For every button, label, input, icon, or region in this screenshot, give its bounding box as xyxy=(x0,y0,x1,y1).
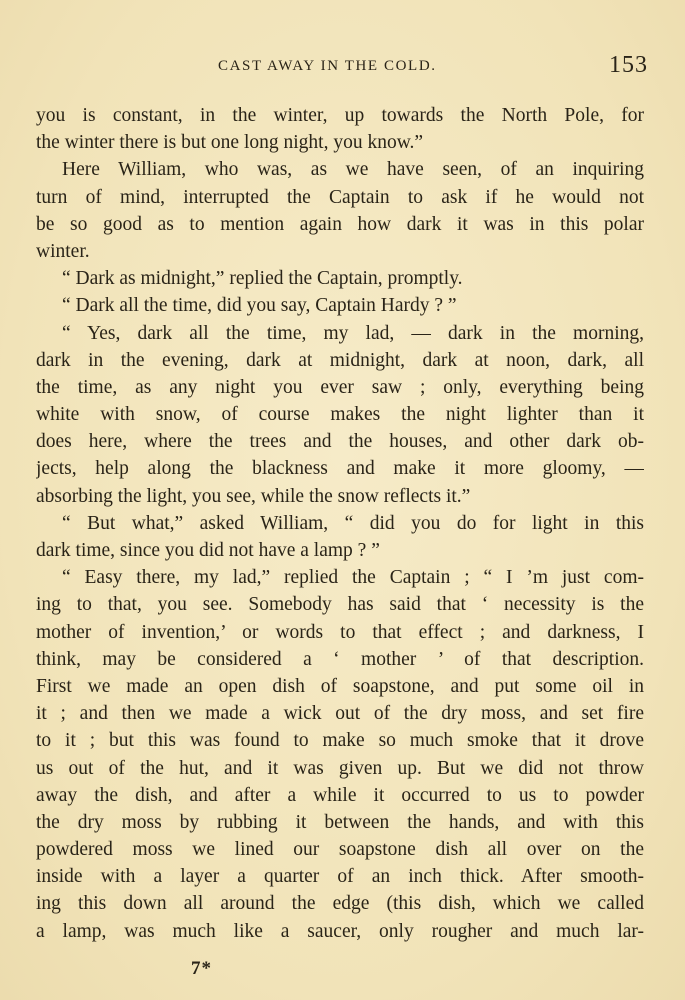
text-line: inside with a layer a quarter of an inch thick. After smooth- xyxy=(36,866,644,888)
signature-mark: 7* xyxy=(191,958,212,979)
text-line: the dry moss by rubbing it between the hands, and with this xyxy=(36,811,644,833)
text-line: the time, as any night you ever saw ; only, everything being xyxy=(36,376,644,398)
text-line: the winter there is but one long night, you know.” xyxy=(36,132,424,154)
running-head xyxy=(36,52,648,82)
text-line: “ Dark as midnight,” replied the Captain, promptly. xyxy=(62,268,463,290)
text-line: “ But what,” asked William, “ did you do for light in this xyxy=(62,512,644,534)
text-line: jects, help along the blackness and make it more gloomy, — xyxy=(36,458,644,480)
text-line: absorbing the light, you see, while the snow reflects it.” xyxy=(36,485,471,507)
text-line: “ Easy there, my lad,” replied the Captain ; “ I ’m just com- xyxy=(62,567,644,589)
text-line: away the dish, and after a while it occurred to us to powder xyxy=(36,784,644,806)
text-line: winter. xyxy=(36,240,90,262)
text-line: Here William, who was, as we have seen, of an inquiring xyxy=(62,159,644,181)
body-text xyxy=(36,102,644,945)
text-line: ing this down all around the edge (this dish, which we called xyxy=(36,893,644,915)
text-line: mother of invention,’ or words to that effect ; and darkness, I xyxy=(36,621,644,643)
text-line: think, may be considered a ‘ mother ’ of that description. xyxy=(36,648,644,670)
text-line: a lamp, was much like a saucer, only rougher and much lar- xyxy=(36,920,644,942)
text-line: you is constant, in the winter, up towards the North Pole, for xyxy=(36,105,644,126)
text-line: does here, where the trees and the houses, and other dark ob- xyxy=(36,431,644,453)
text-line: dark in the evening, dark at midnight, dark at noon, dark, all xyxy=(36,349,644,371)
text-line: white with snow, of course makes the night lighter than it xyxy=(36,404,644,426)
running-title: CAST AWAY IN THE COLD. xyxy=(218,58,437,74)
text-line: it ; and then we made a wick out of the dry moss, and set fire xyxy=(36,703,644,725)
text-line: dark time, since you did not have a lamp ? ” xyxy=(36,540,380,561)
text-line: be so good as to mention again how dark it was in this polar xyxy=(36,213,644,235)
page-number: 153 xyxy=(609,52,648,78)
text-line: us out of the hut, and it was given up. But we did not throw xyxy=(36,757,644,779)
text-line: powdered moss we lined our soapstone dish all over on the xyxy=(36,839,644,861)
text-line: turn of mind, interrupted the Captain to ask if he would not xyxy=(36,186,644,208)
text-line: “ Yes, dark all the time, my lad, — dark in the morning, xyxy=(62,322,644,344)
text-line: ing to that, you see. Somebody has said that ‘ necessity is the xyxy=(36,594,644,616)
text-line: to it ; but this was found to make so much smoke that it drove xyxy=(36,730,644,752)
text-line: First we made an open dish of soapstone, and put some oil in xyxy=(36,675,644,697)
text-line: “ Dark all the time, did you say, Captain Hardy ? ” xyxy=(62,295,457,317)
